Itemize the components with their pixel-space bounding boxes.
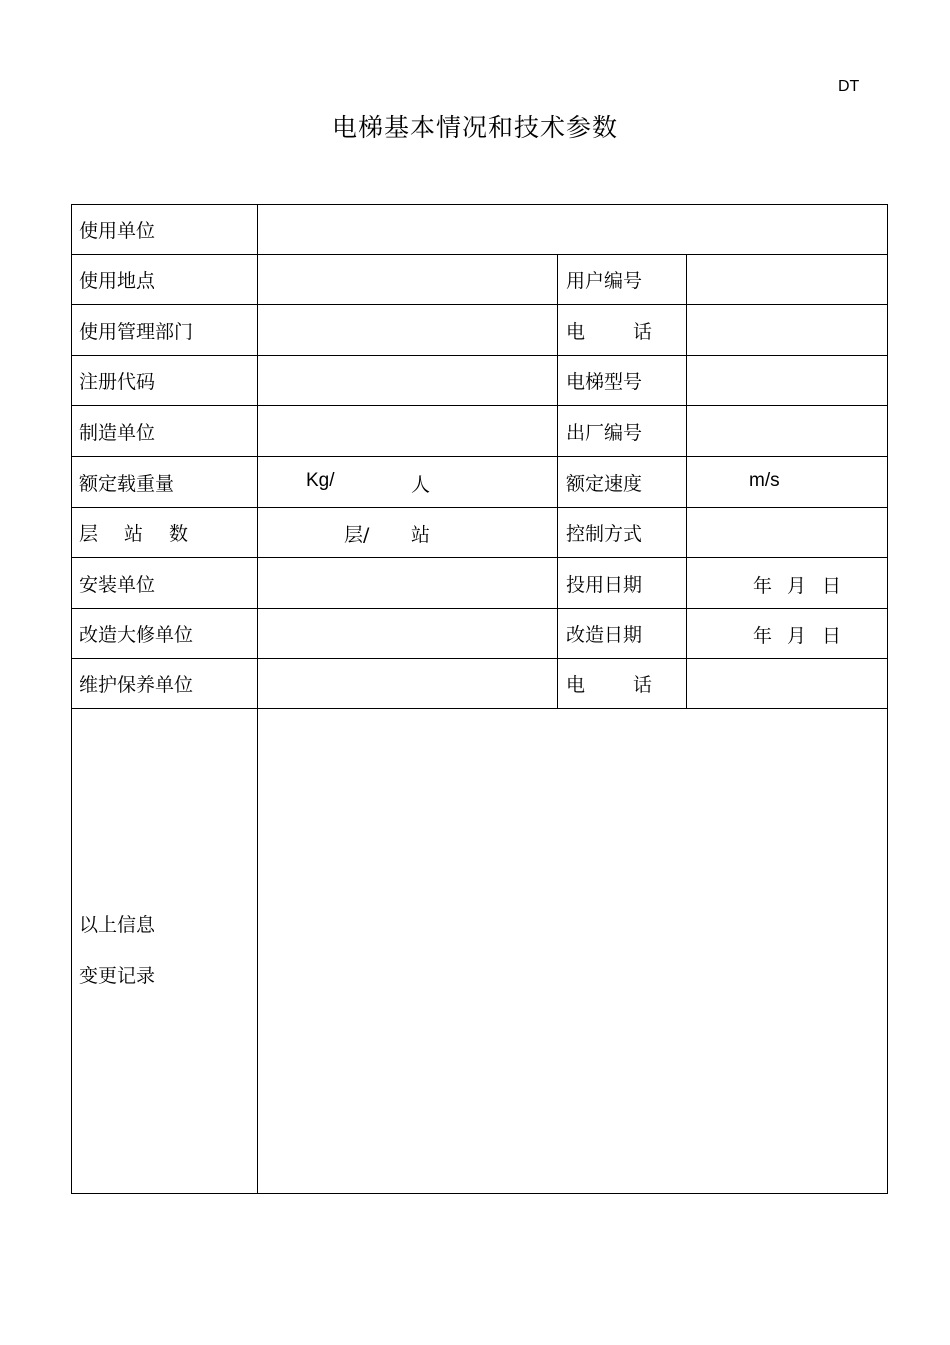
field-installer[interactable] [258,558,558,609]
label-text: 改造大修单位 [79,624,194,646]
label-phone [558,305,687,356]
field-user-unit[interactable] [258,204,888,255]
label-control-mode [558,508,687,558]
label-text: 电梯型号 [566,371,643,393]
unit-speed: m/s [749,470,780,491]
label-text: 使用地点 [79,270,156,292]
unit-year: 年 [753,625,773,647]
field-renovation-date[interactable] [687,609,888,659]
label-registration-code [71,356,258,406]
label-location [71,255,258,305]
label-text: 维护保养单位 [79,674,194,696]
label-commission-date [558,558,687,609]
label-installer [71,558,258,609]
field-elevator-model[interactable] [687,356,888,406]
label-phone-2 [558,659,687,709]
label-text: 额定载重量 [79,472,175,495]
label-user-unit [71,204,258,255]
field-renovator[interactable] [258,609,558,659]
label-text: 出厂编号 [566,421,643,444]
label-change-log [71,709,258,1194]
label-renovator [71,609,258,659]
field-factory-number[interactable] [687,406,888,457]
label-text: 注册代码 [79,371,156,393]
label-text: 以上信息 [79,914,156,936]
label-text: 控制方式 [566,523,643,545]
field-phone[interactable] [687,305,888,356]
label-text: 话 [633,320,653,343]
unit-month: 月 [787,575,807,597]
field-rated-speed[interactable] [687,457,888,508]
field-maintenance-unit[interactable] [258,659,558,709]
unit-month: 月 [787,625,807,647]
label-rated-speed [558,457,687,508]
field-change-log[interactable] [258,709,888,1194]
label-elevator-model [558,356,687,406]
label-text: 变更记录 [79,965,156,987]
unit-floor: 层/ [344,524,370,546]
field-control-mode[interactable] [687,508,888,558]
field-phone-2[interactable] [687,659,888,709]
field-floors-stations[interactable] [258,508,558,558]
label-text: 电 [566,674,586,696]
unit-kg: Kg/ [306,470,335,491]
field-location[interactable] [258,255,558,305]
page-title: 电梯基本情况和技术参数 [331,113,618,142]
label-text: 使用管理部门 [79,320,194,343]
field-user-number[interactable] [687,255,888,305]
unit-day: 日 [822,625,842,647]
document-code: DT [838,78,860,95]
label-text: 数 [169,523,189,545]
label-text: 安装单位 [79,573,156,596]
unit-day: 日 [822,575,842,597]
label-text: 用户编号 [566,270,643,292]
unit-year: 年 [753,575,773,597]
field-manufacturer[interactable] [258,406,558,457]
unit-station: 站 [411,524,431,546]
label-rated-load [71,457,258,508]
label-text: 改造日期 [566,624,643,646]
label-text: 电 [566,320,586,343]
label-factory-number [558,406,687,457]
label-text: 制造单位 [79,421,156,444]
label-floors-stations [71,508,258,558]
label-management-dept [71,305,258,356]
label-text: 站 [124,523,144,545]
label-text: 话 [633,674,653,696]
label-text: 额定速度 [566,472,643,495]
label-text: 层 [79,523,99,545]
label-user-number [558,255,687,305]
unit-person: 人 [411,474,431,496]
label-text: 投用日期 [566,573,643,596]
label-text: 使用单位 [79,219,156,242]
label-maintenance-unit [71,659,258,709]
elevator-info-form [71,204,888,1194]
field-commission-date[interactable] [687,558,888,609]
label-manufacturer [71,406,258,457]
field-registration-code[interactable] [258,356,558,406]
label-renovation-date [558,609,687,659]
field-management-dept[interactable] [258,305,558,356]
field-rated-load[interactable] [258,457,558,508]
